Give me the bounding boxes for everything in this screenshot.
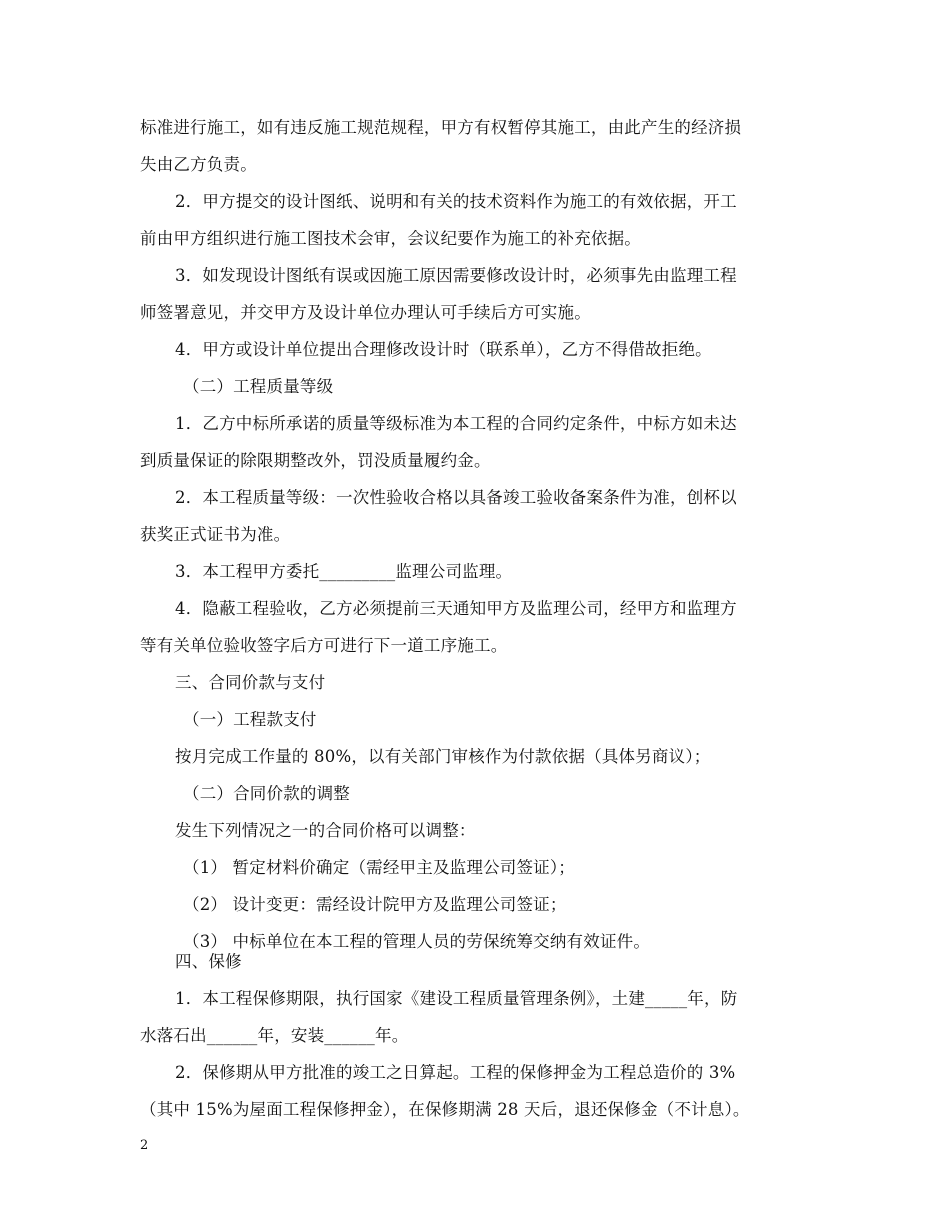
paragraph-line: 到质量保证的除限期整改外，罚没质量履约金。	[140, 451, 491, 470]
paragraph-line: 前由甲方组织进行施工图技术会审，会议纪要作为施工的补充依据。	[140, 229, 641, 248]
paragraph-line: 3．如发现设计图纸有误或因施工原因需要修改设计时，必须事先由监理工程	[175, 266, 737, 285]
section-heading: （二）工程质量等级	[183, 377, 334, 396]
paragraph-line: 2．甲方提交的设计图纸、说明和有关的技术资料作为施工的有效依据，开工	[175, 192, 737, 211]
paragraph-line: 3．本工程甲方委托_________监理公司监理。	[175, 562, 513, 581]
section-heading: （二）合同价款的调整	[183, 784, 350, 803]
paragraph-line: 1．本工程保修期限，执行国家《建设工程质量管理条例》，土建_____年，防	[175, 989, 738, 1008]
paragraph-line: 4．甲方或设计单位提出合理修改设计时（联系单），乙方不得借故拒绝。	[175, 340, 712, 359]
list-item: （2） 设计变更：需经设计院甲方及监理公司签证；	[183, 895, 567, 914]
paragraph-line: 失由乙方负责。	[140, 155, 257, 174]
paragraph-line: 发生下列情况之一的合同价格可以调整：	[175, 821, 476, 840]
paragraph-line: 标准进行施工，如有违反施工规范规程，甲方有权暂停其施工，由此产生的经济损	[140, 118, 742, 137]
paragraph-line: 水落石出______年，安装______年。	[140, 1026, 409, 1045]
paragraph-line: 1．乙方中标所承诺的质量等级标准为本工程的合同约定条件，中标方如未达	[175, 414, 737, 433]
list-item: （3） 中标单位在本工程的管理人员的劳保统筹交纳有效证件。	[183, 932, 651, 951]
paragraph-line: 获奖正式证书为准。	[140, 525, 291, 544]
paragraph-line: 按月完成工作量的 80%，以有关部门审核作为付款依据（具体另商议）；	[175, 747, 711, 766]
section-heading: 四、保修	[175, 952, 242, 971]
section-heading: （一）工程款支付	[183, 710, 317, 729]
section-heading: 三、合同价款与支付	[175, 673, 326, 692]
paragraph-line: 4．隐蔽工程验收，乙方必须提前三天通知甲方及监理公司，经甲方和监理方	[175, 599, 737, 618]
paragraph-line: 师签署意见，并交甲方及设计单位办理认可手续后方可实施。	[140, 303, 591, 322]
paragraph-line: （其中 15%为屋面工程保修押金），在保修期满 28 天后，退还保修金（不计息）。	[140, 1100, 750, 1119]
page-number: 2	[140, 1138, 149, 1153]
list-item: （1） 暂定材料价确定（需经甲主及监理公司签证）；	[183, 858, 575, 877]
paragraph-line: 2．本工程质量等级：一次性验收合格以具备竣工验收备案条件为准，创杯以	[175, 488, 737, 507]
paragraph-line: 2．保修期从甲方批准的竣工之日算起。工程的保修押金为工程总造价的 3%	[175, 1063, 736, 1082]
paragraph-line: 等有关单位验收签字后方可进行下一道工序施工。	[140, 636, 508, 655]
